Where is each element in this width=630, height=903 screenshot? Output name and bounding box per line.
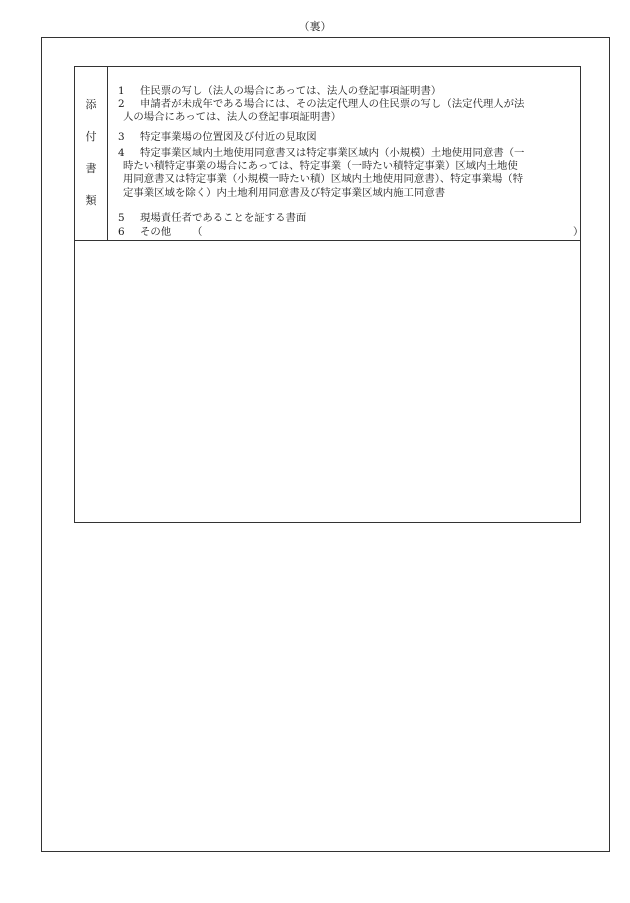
attachments-table: [74, 66, 584, 523]
item-number: 1: [118, 85, 125, 97]
page-side-label: （裏）: [298, 20, 332, 33]
item-text-continued: 用同意書又は特定事業（小規模一時たい積）区域内土地使用同意書）、特定事業場（特: [123, 173, 524, 186]
item-text-continued: 時たい積特定事業の場合にあっては、特定事業（一時たい積特定事業）区域内土地使: [123, 160, 518, 173]
item-text: 特定事業場の位置図及び付近の見取図: [140, 131, 317, 143]
header-char-2: 付: [85, 130, 97, 143]
other-paren-open: （: [192, 226, 203, 238]
header-char-3: 書: [85, 162, 97, 175]
item-number: 3: [118, 131, 125, 143]
attachments-header-cell: [75, 67, 108, 240]
item-text: 住民票の写し（法人の場合にあっては、法人の登記事項証明書）: [140, 85, 442, 97]
item-other-label: その他: [140, 226, 172, 238]
header-char-1: 添: [85, 98, 97, 111]
other-paren-close: ）: [573, 226, 584, 238]
item-text: 申請者が未成年である場合には、その法定代理人の住民票の写し（法定代理人が法: [140, 98, 525, 110]
item-text: 特定事業区域内土地使用同意書又は特定事業区域内（小規模）土地使用同意書（一: [140, 147, 525, 159]
attachments-list: [108, 67, 584, 240]
item-number: 5: [118, 212, 125, 224]
item-text: 現場責任者であることを証する書面: [140, 212, 307, 224]
item-number: 6: [118, 226, 125, 238]
item-number: 4: [118, 147, 125, 159]
attachments-row: [75, 67, 584, 241]
item-text-continued: 人の場合にあっては、法人の登記事項証明書）: [123, 111, 342, 124]
remarks-blank-area: [75, 241, 580, 522]
item-text-continued: 定事業区域を除く）内土地利用同意書及び特定事業区域内施工同意書: [123, 186, 446, 199]
item-number: 2: [118, 98, 125, 110]
header-char-4: 類: [85, 194, 97, 207]
